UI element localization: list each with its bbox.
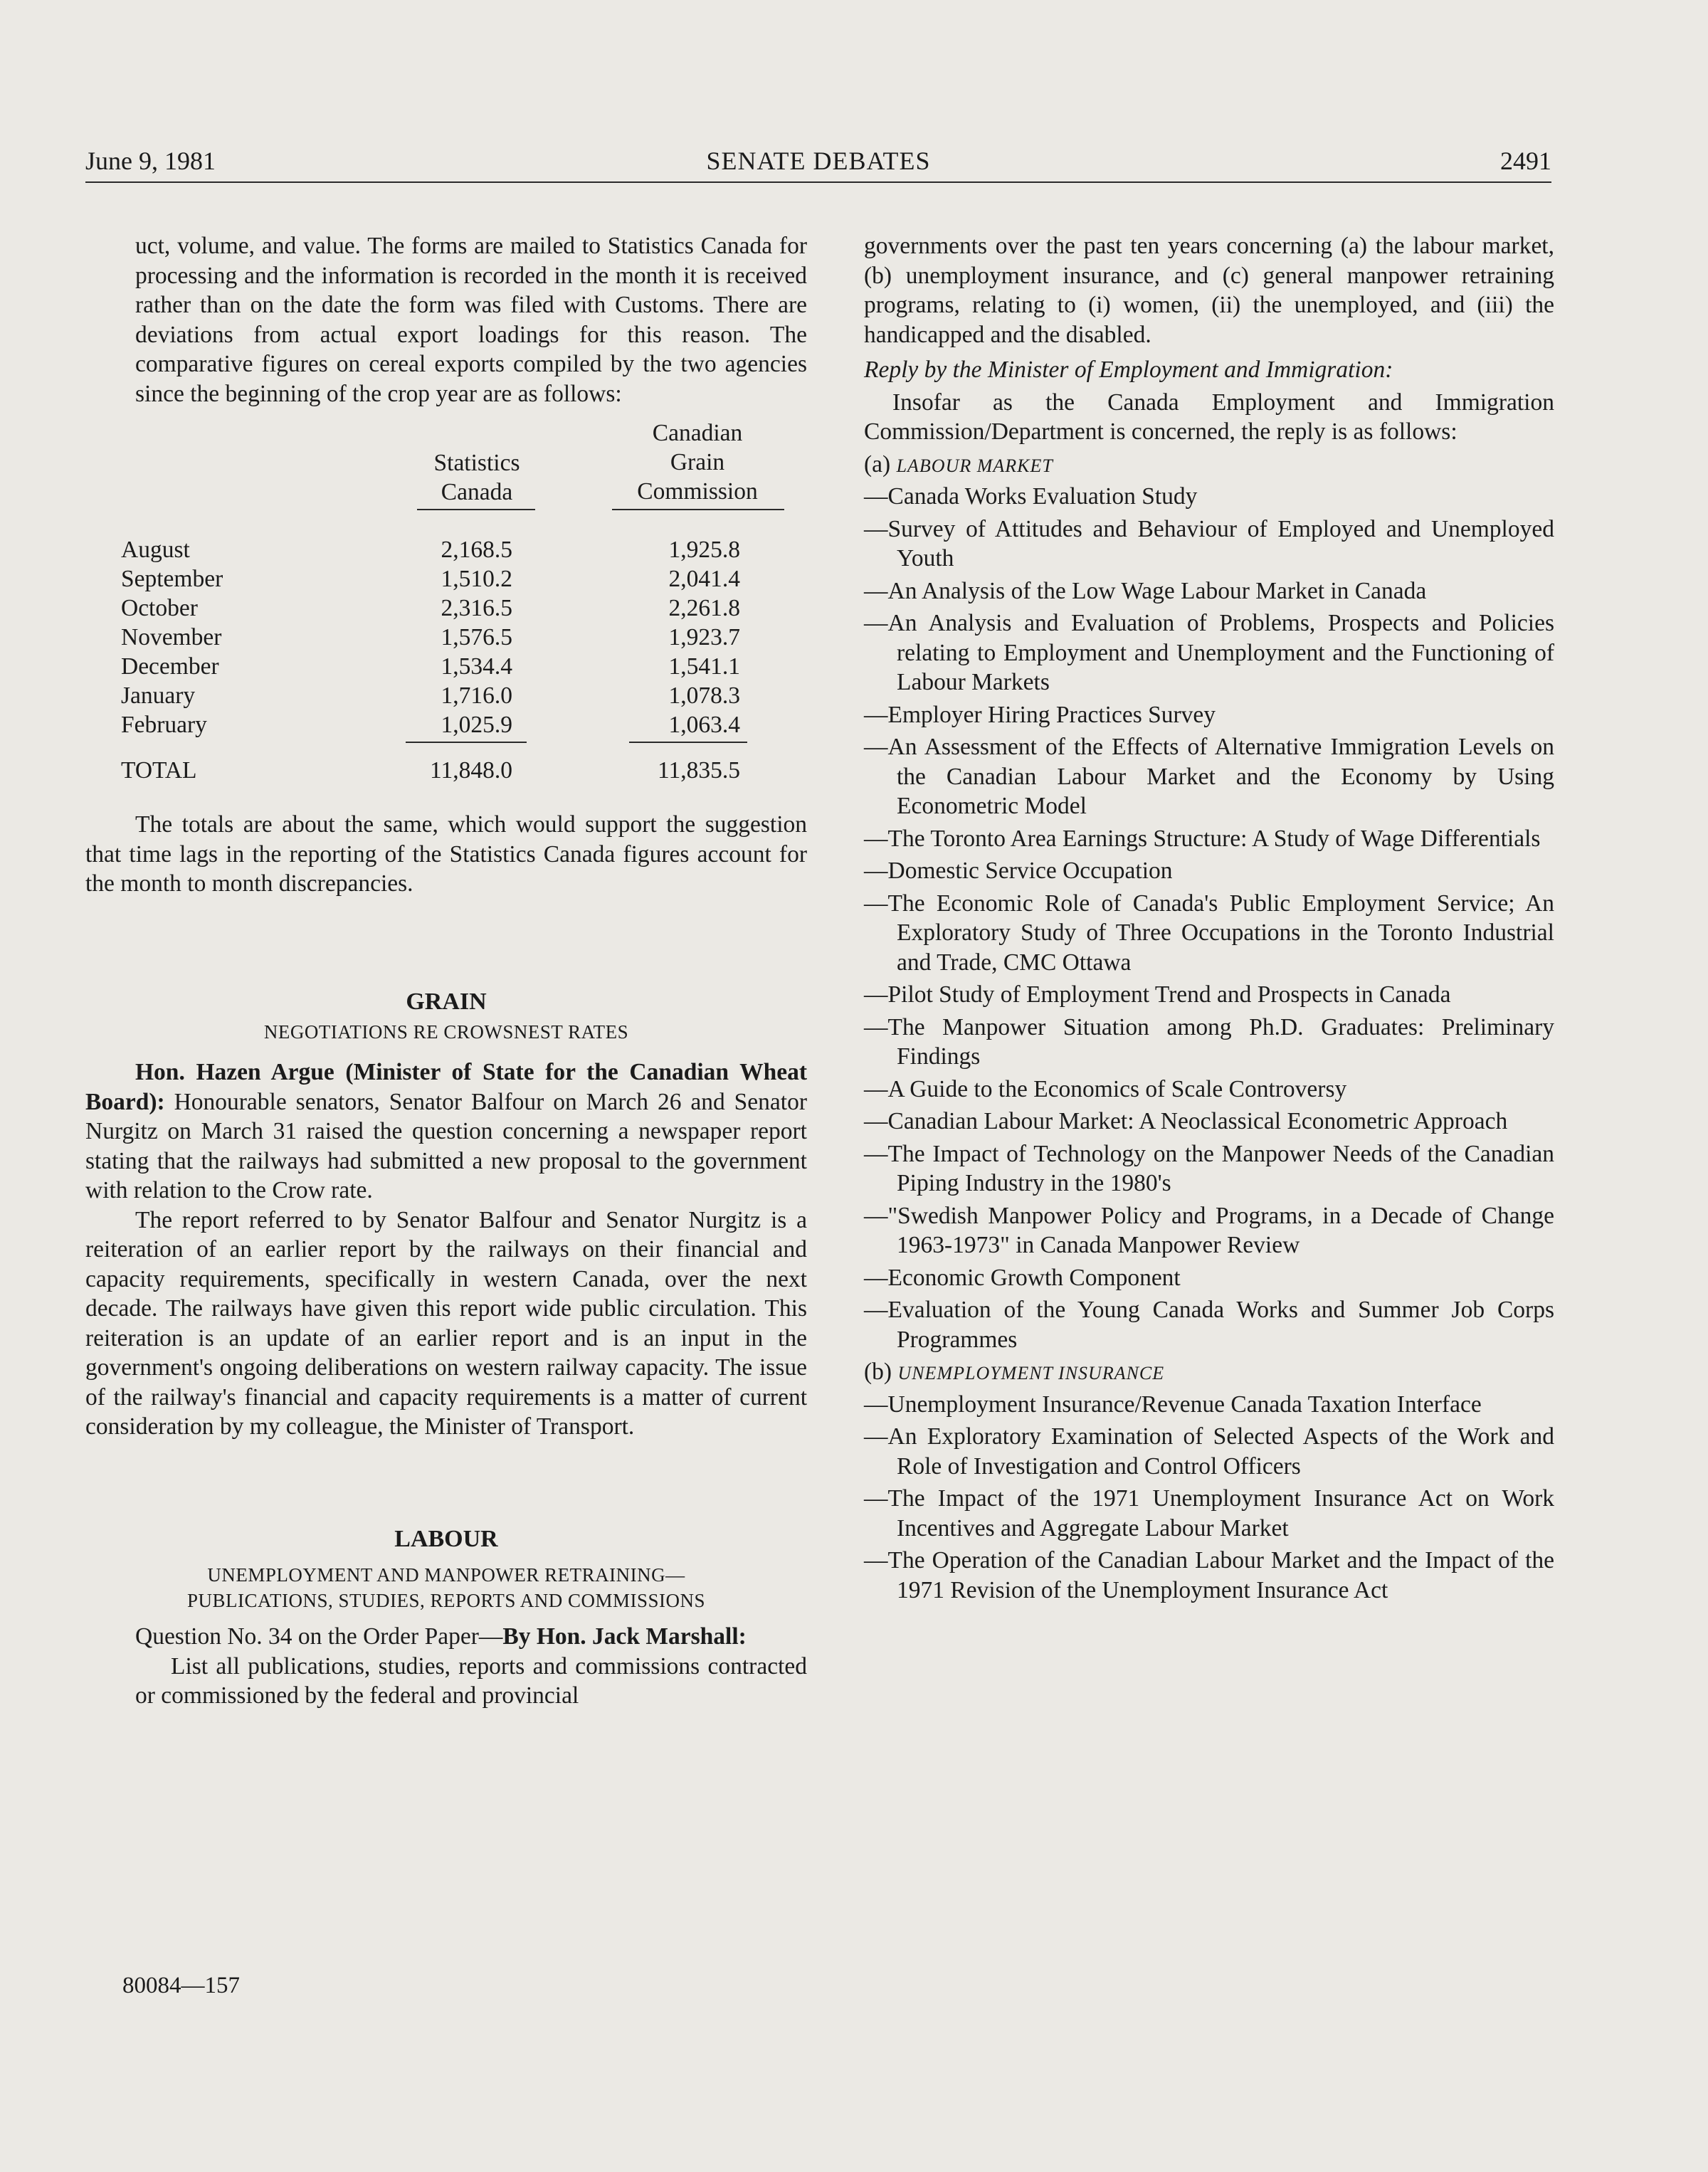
table-header-grain-line2: Grain <box>670 449 725 475</box>
page-header <box>85 146 1551 183</box>
list-item: —Pilot Study of Employment Trend and Prospects in Canada <box>864 981 1451 1008</box>
list-item: —Canadian Labour Market: A Neoclassical Econometric Approach <box>864 1108 1508 1134</box>
table-total-rule-grain <box>629 742 747 743</box>
table-header-stats-line2: Canada <box>441 479 513 505</box>
table-row <box>121 652 833 681</box>
list-item: —Domestic Service Occupation <box>864 858 1173 884</box>
table-row <box>121 710 833 739</box>
section-b-prefix: (b) <box>864 1359 892 1385</box>
section-title-grain: GRAIN <box>406 988 487 1015</box>
speaker-name: Hon. Hazen Argue (Minister of State for the Canadian Wheat Board): <box>85 1059 807 1115</box>
table-header-rule-grain <box>612 509 784 510</box>
section-title-labour: LABOUR <box>394 1525 498 1552</box>
table-row <box>121 564 833 594</box>
list-item: —An Analysis and Evaluation of Problems, Prospects and Policies relating to Employment and Unemployment and the Functioning of Labour Markets <box>864 610 1554 695</box>
table-header-rule-stats <box>417 509 535 510</box>
list-item: —The Toronto Area Earnings Structure: A Study of Wage Differentials <box>864 825 1541 852</box>
table-cell-month: October <box>121 595 198 621</box>
table-cell-grain: 1,923.7 <box>668 624 740 650</box>
table-cell-stats: 2,168.5 <box>441 537 512 563</box>
list-item: —Unemployment Insurance/Revenue Canada Taxation Interface <box>864 1391 1482 1418</box>
list-item: —Economic Growth Component <box>864 1264 1181 1291</box>
list-item: —"Swedish Manpower Policy and Programs, in a Decade of Change 1963-1973" in Canada Manpower Review <box>864 1202 1554 1258</box>
section-a-list <box>864 482 1554 1354</box>
table-row <box>121 623 833 652</box>
table-cell-stats: 1,576.5 <box>441 624 512 650</box>
table-total-stats: 11,848.0 <box>429 757 512 784</box>
reply-heading: Reply by the Minister of Employment and Immigration: <box>864 357 1393 383</box>
list-item: —Employer Hiring Practices Survey <box>864 701 1216 728</box>
grain-paragraph-1-text: Honourable senators, Senator Balfour on March 26 and Senator Nurgitz on March 31 raised the question concerning a newspaper report stating that the railways had submitted a new proposal to the government with relation to the Crow rate. <box>85 1088 808 1203</box>
table-cell-grain: 1,925.8 <box>668 537 740 563</box>
table-cell-month: November <box>121 624 222 650</box>
list-item: —The Impact of Technology on the Manpower Needs of the Canadian Piping Industry in the 1980's <box>864 1140 1554 1196</box>
right-column <box>864 231 1554 1608</box>
page-footer-code: 80084—157 <box>122 1973 240 1998</box>
table-cell-grain: 1,541.1 <box>668 653 740 680</box>
section-a-heading <box>864 450 1554 481</box>
table-row <box>121 535 833 564</box>
table-total-label: TOTAL <box>121 757 197 784</box>
table-cell-grain: 2,041.4 <box>668 566 740 592</box>
table-header-grain-line3: Commission <box>637 478 758 505</box>
grain-paragraph-1 <box>85 1058 807 1206</box>
right-paragraph-1: governments over the past ten years concerning (a) the labour market, (b) unemployment insurance, and (c) general manpower retraining programs, relating to (i) women, (ii) the unemployed, and (iii) the handicapped and the disabled. <box>864 233 1554 348</box>
question-by: By Hon. Jack Marshall: <box>502 1623 747 1650</box>
table-cell-stats: 1,025.9 <box>441 712 512 738</box>
question-paragraph <box>85 1622 807 1652</box>
table-total-rule-stats <box>406 742 527 743</box>
table-cell-stats: 2,316.5 <box>441 595 512 621</box>
section-b-label: UNEMPLOYMENT INSURANCE <box>897 1363 1165 1383</box>
list-item: —An Assessment of the Effects of Alternative Immigration Levels on the Canadian Labour Market and the Economy by Using Econometric Model <box>864 734 1554 819</box>
table-cell-grain: 1,078.3 <box>668 682 740 709</box>
table-total-row <box>121 756 833 785</box>
section-a-label: LABOUR MARKET <box>896 455 1053 476</box>
question-text: List all publications, studies, reports and commissions contracted or commissioned by the federal and provincial <box>135 1652 807 1709</box>
cereal-exports-table <box>121 418 833 796</box>
section-a-prefix: (a) <box>864 450 891 478</box>
question-prefix: Question No. 34 on the Order Paper— <box>135 1623 503 1650</box>
table-header-stats-line1: Statistics <box>433 450 520 476</box>
header-date: June 9, 1981 <box>85 147 216 175</box>
list-item: —The Manpower Situation among Ph.D. Graduates: Preliminary Findings <box>864 1013 1554 1070</box>
table-cell-stats: 1,716.0 <box>441 682 512 709</box>
header-title: SENATE DEBATES <box>706 147 931 175</box>
section-subtitle-grain: NEGOTIATIONS RE CROWSNEST RATES <box>263 1021 629 1043</box>
section-subtitle-labour-1: UNEMPLOYMENT AND MANPOWER RETRAINING— <box>207 1564 685 1586</box>
section-subtitle-labour-2: PUBLICATIONS, STUDIES, REPORTS AND COMMISSIONS <box>187 1590 705 1611</box>
table-cell-month: December <box>121 653 219 680</box>
list-item: —Evaluation of the Young Canada Works and Summer Job Corps Programmes <box>864 1297 1554 1353</box>
list-item: —Canada Works Evaluation Study <box>864 483 1198 510</box>
header-page-number: 2491 <box>1500 147 1551 175</box>
table-cell-grain: 1,063.4 <box>668 712 740 738</box>
table-header-grain-line1: Canadian <box>652 420 743 446</box>
table-cell-stats: 1,534.4 <box>441 653 512 680</box>
table-cell-grain: 2,261.8 <box>668 595 740 621</box>
list-item: —The Economic Role of Canada's Public Employment Service; An Exploratory Study of Three Occupations in the Toronto Industrial and Trade, CMC Ottawa <box>864 890 1554 976</box>
table-cell-month: February <box>121 712 207 738</box>
table-cell-stats: 1,510.2 <box>441 566 512 592</box>
grain-paragraph-2: The report referred to by Senator Balfour and Senator Nurgitz is a reiteration of an earlier report by the railways on their financial and capacity requirements, specifically in western Canada, over the next decade. The railways have given this report wide public circulation. This reiteration is an update of an earlier report and is an input in the government's ongoing deliberations on western railway capacity. The issue of the railway's financial and capacity requirements is a matter of current consideration by my colleague, the Minister of Transport. <box>85 1206 807 1440</box>
reply-intro: Insofar as the Canada Employment and Immigration Commission/Department is concerned, the reply is as follows: <box>864 389 1554 445</box>
table-cell-month: January <box>121 682 196 709</box>
list-item: —An Analysis of the Low Wage Labour Market in Canada <box>864 577 1427 604</box>
table-row <box>121 594 833 623</box>
table-cell-month: September <box>121 566 223 592</box>
table-row <box>121 681 833 710</box>
list-item: —Survey of Attitudes and Behaviour of Employed and Unemployed Youth <box>864 515 1554 571</box>
table-cell-month: August <box>121 537 190 563</box>
list-item: —An Exploratory Examination of Selected Aspects of the Work and Role of Investigation and Control Officers <box>864 1423 1554 1480</box>
list-item: —The Operation of the Canadian Labour Market and the Impact of the 1971 Revision of the Unemployment Insurance Act <box>864 1547 1554 1603</box>
table-total-grain: 11,835.5 <box>657 757 740 784</box>
left-paragraph-2: The totals are about the same, which would support the suggestion that time lags in the reporting of the Statistics Canada figures account for the month to month discrepancies. <box>85 811 807 897</box>
left-column <box>85 231 807 1711</box>
section-b-list <box>864 1390 1554 1606</box>
section-b-heading <box>864 1357 1554 1388</box>
list-item: —The Impact of the 1971 Unemployment Insurance Act on Work Incentives and Aggregate Labour Market <box>864 1485 1554 1541</box>
left-paragraph-1: uct, volume, and value. The forms are mailed to Statistics Canada for processing and the information is recorded in the month it is received rather than on the date the form was filed with Customs. There are deviations from actual export loadings for this reason. The comparative figures on cereal exports compiled by the two agencies since the beginning of the crop year are as follows: <box>135 233 807 407</box>
list-item: —A Guide to the Economics of Scale Controversy <box>864 1075 1347 1102</box>
